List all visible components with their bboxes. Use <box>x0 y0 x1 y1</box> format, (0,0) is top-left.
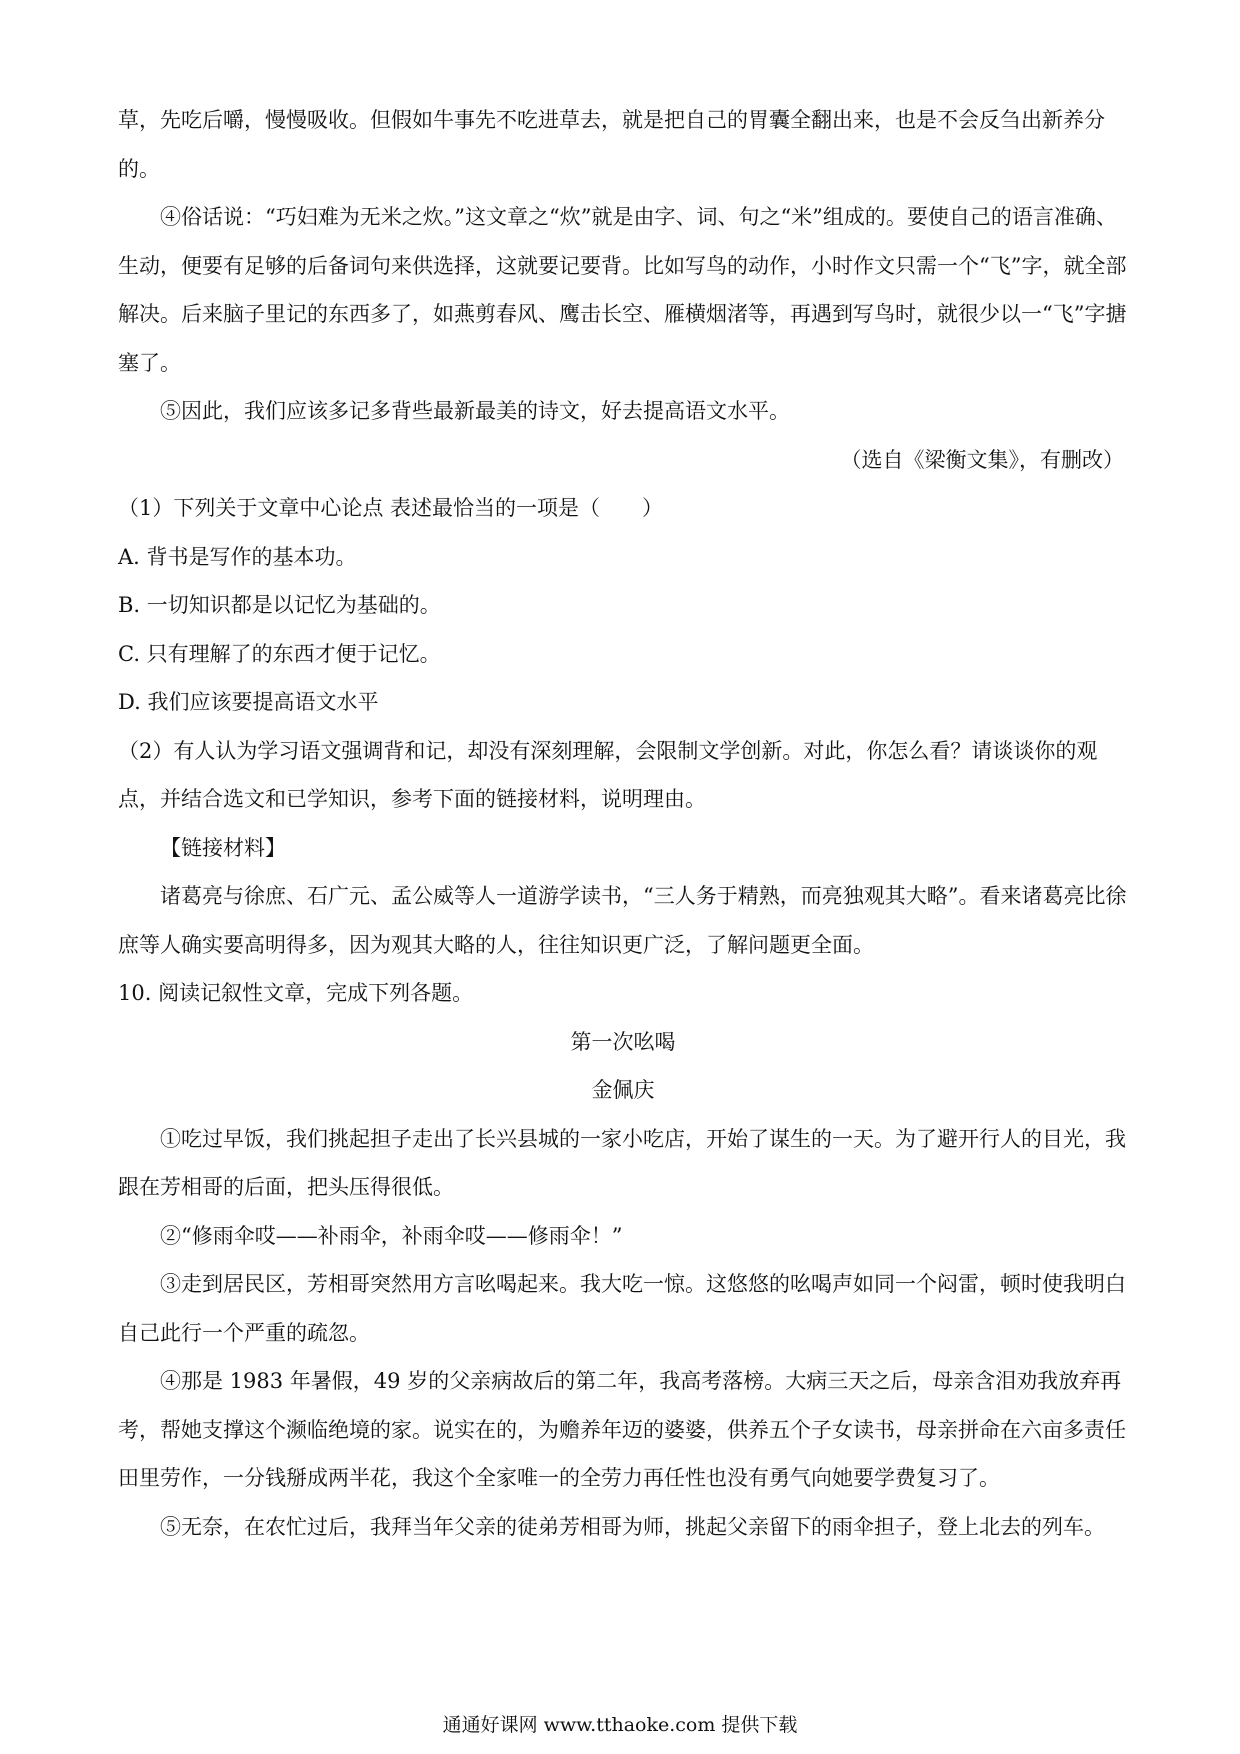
article-paragraph-4: ④那是 1983 年暑假，49 岁的父亲病故后的第二年，我高考落榜。大病三天之后，母亲含泪劝我放弃再考，帮她支撑这个濒临绝境的家。说实在的，为赡养年迈的婆婆，供养五个子女读书，母亲拼命在六亩多责任田里劳作，一分钱掰成两半花，我这个全家唯一的全劳力再任性也没有勇气向她要学费复习了。 <box>118 1369 1126 1490</box>
article-paragraph-1: ①吃过早饭，我们挑起担子走出了长兴县城的一家小吃店，开始了谋生的一天。为了避开行人的目光，我跟在芳相哥的后面，把头压得很低。 <box>118 1126 1126 1199</box>
link-material-text: 诸葛亮与徐庶、石广元、孟公威等人一道游学读书，“三人务于精熟，而亮独观其大略”。看来诸葛亮比徐庶等人确实要高明得多，因为观其大略的人，往往知识更广泛，了解问题更全面。 <box>118 884 1127 957</box>
passage-paragraph-4: ④俗话说：“巧妇难为无米之炊。”这文章之“炊”就是由字、词、句之“米”组成的。要使自己的语言准确、生动，便要有足够的后备词句来供选择，这就要记要背。比如写鸟的动作，小时作文只需一个“飞”字，就全部解决。后来脑子里记的东西多了，如燕剪春风、鹰击长空、雁横烟渚等，再遇到写鸟时，就很少以一“飞”字搪塞了。 <box>118 205 1127 375</box>
passage-paragraph-continued: 草，先吃后嚼，慢慢吸收。但假如牛事先不吃进草去，就是把自己的胃囊全翻出来，也是不会反刍出新养分的。 <box>118 108 1105 181</box>
article-paragraph-3: ③走到居民区，芳相哥突然用方言吆喝起来。我大吃一惊。这悠悠的吆喝声如同一个闷雷，顿时使我明白自己此行一个严重的疏忽。 <box>118 1272 1126 1345</box>
question-1-stem: （1）下列关于文章中心论点 表述最恰当的一项是（ ） <box>118 496 664 520</box>
question-1-option-c: C. 只有理解了的东西才便于记忆。 <box>118 641 441 666</box>
link-material-title: 【链接材料】 <box>160 835 286 860</box>
question-1-option-b: B. 一切知识都是以记忆为基础的。 <box>118 593 441 617</box>
passage-paragraph-5: ⑤因此，我们应该多记多背些最新最美的诗文，好去提高语文水平。 <box>160 399 790 423</box>
question-1-option-a: A. 背书是写作的基本功。 <box>118 544 357 569</box>
article-author: 金佩庆 <box>591 1078 655 1102</box>
question-1-option-d: D. 我们应该要提高语文水平 <box>118 690 379 714</box>
page-footer: 通通好课网 www.tthaoke.com 提供下载 <box>442 1714 798 1736</box>
passage-source: （选自《梁衡文集》，有删改） <box>840 447 1124 472</box>
article-paragraph-2: ②“修雨伞哎——补雨伞，补雨伞哎——修雨伞！” <box>160 1223 623 1248</box>
article-paragraph-5: ⑤无奈，在农忙过后，我拜当年父亲的徒弟芳相哥为师，挑起父亲留下的雨伞担子，登上北去的列车。 <box>160 1514 1105 1539</box>
question-10-stem: 10. 阅读记叙性文章，完成下列各题。 <box>118 981 474 1005</box>
article-title: 第一次吆喝 <box>570 1029 676 1054</box>
document-content <box>118 96 1128 1551</box>
question-2-stem: （2）有人认为学习语文强调背和记，却没有深刻理解，会限制文学创新。对此，你怎么看？请谈谈你的观点，并结合选文和已学知识，参考下面的链接材料，说明理由。 <box>118 738 1098 811</box>
